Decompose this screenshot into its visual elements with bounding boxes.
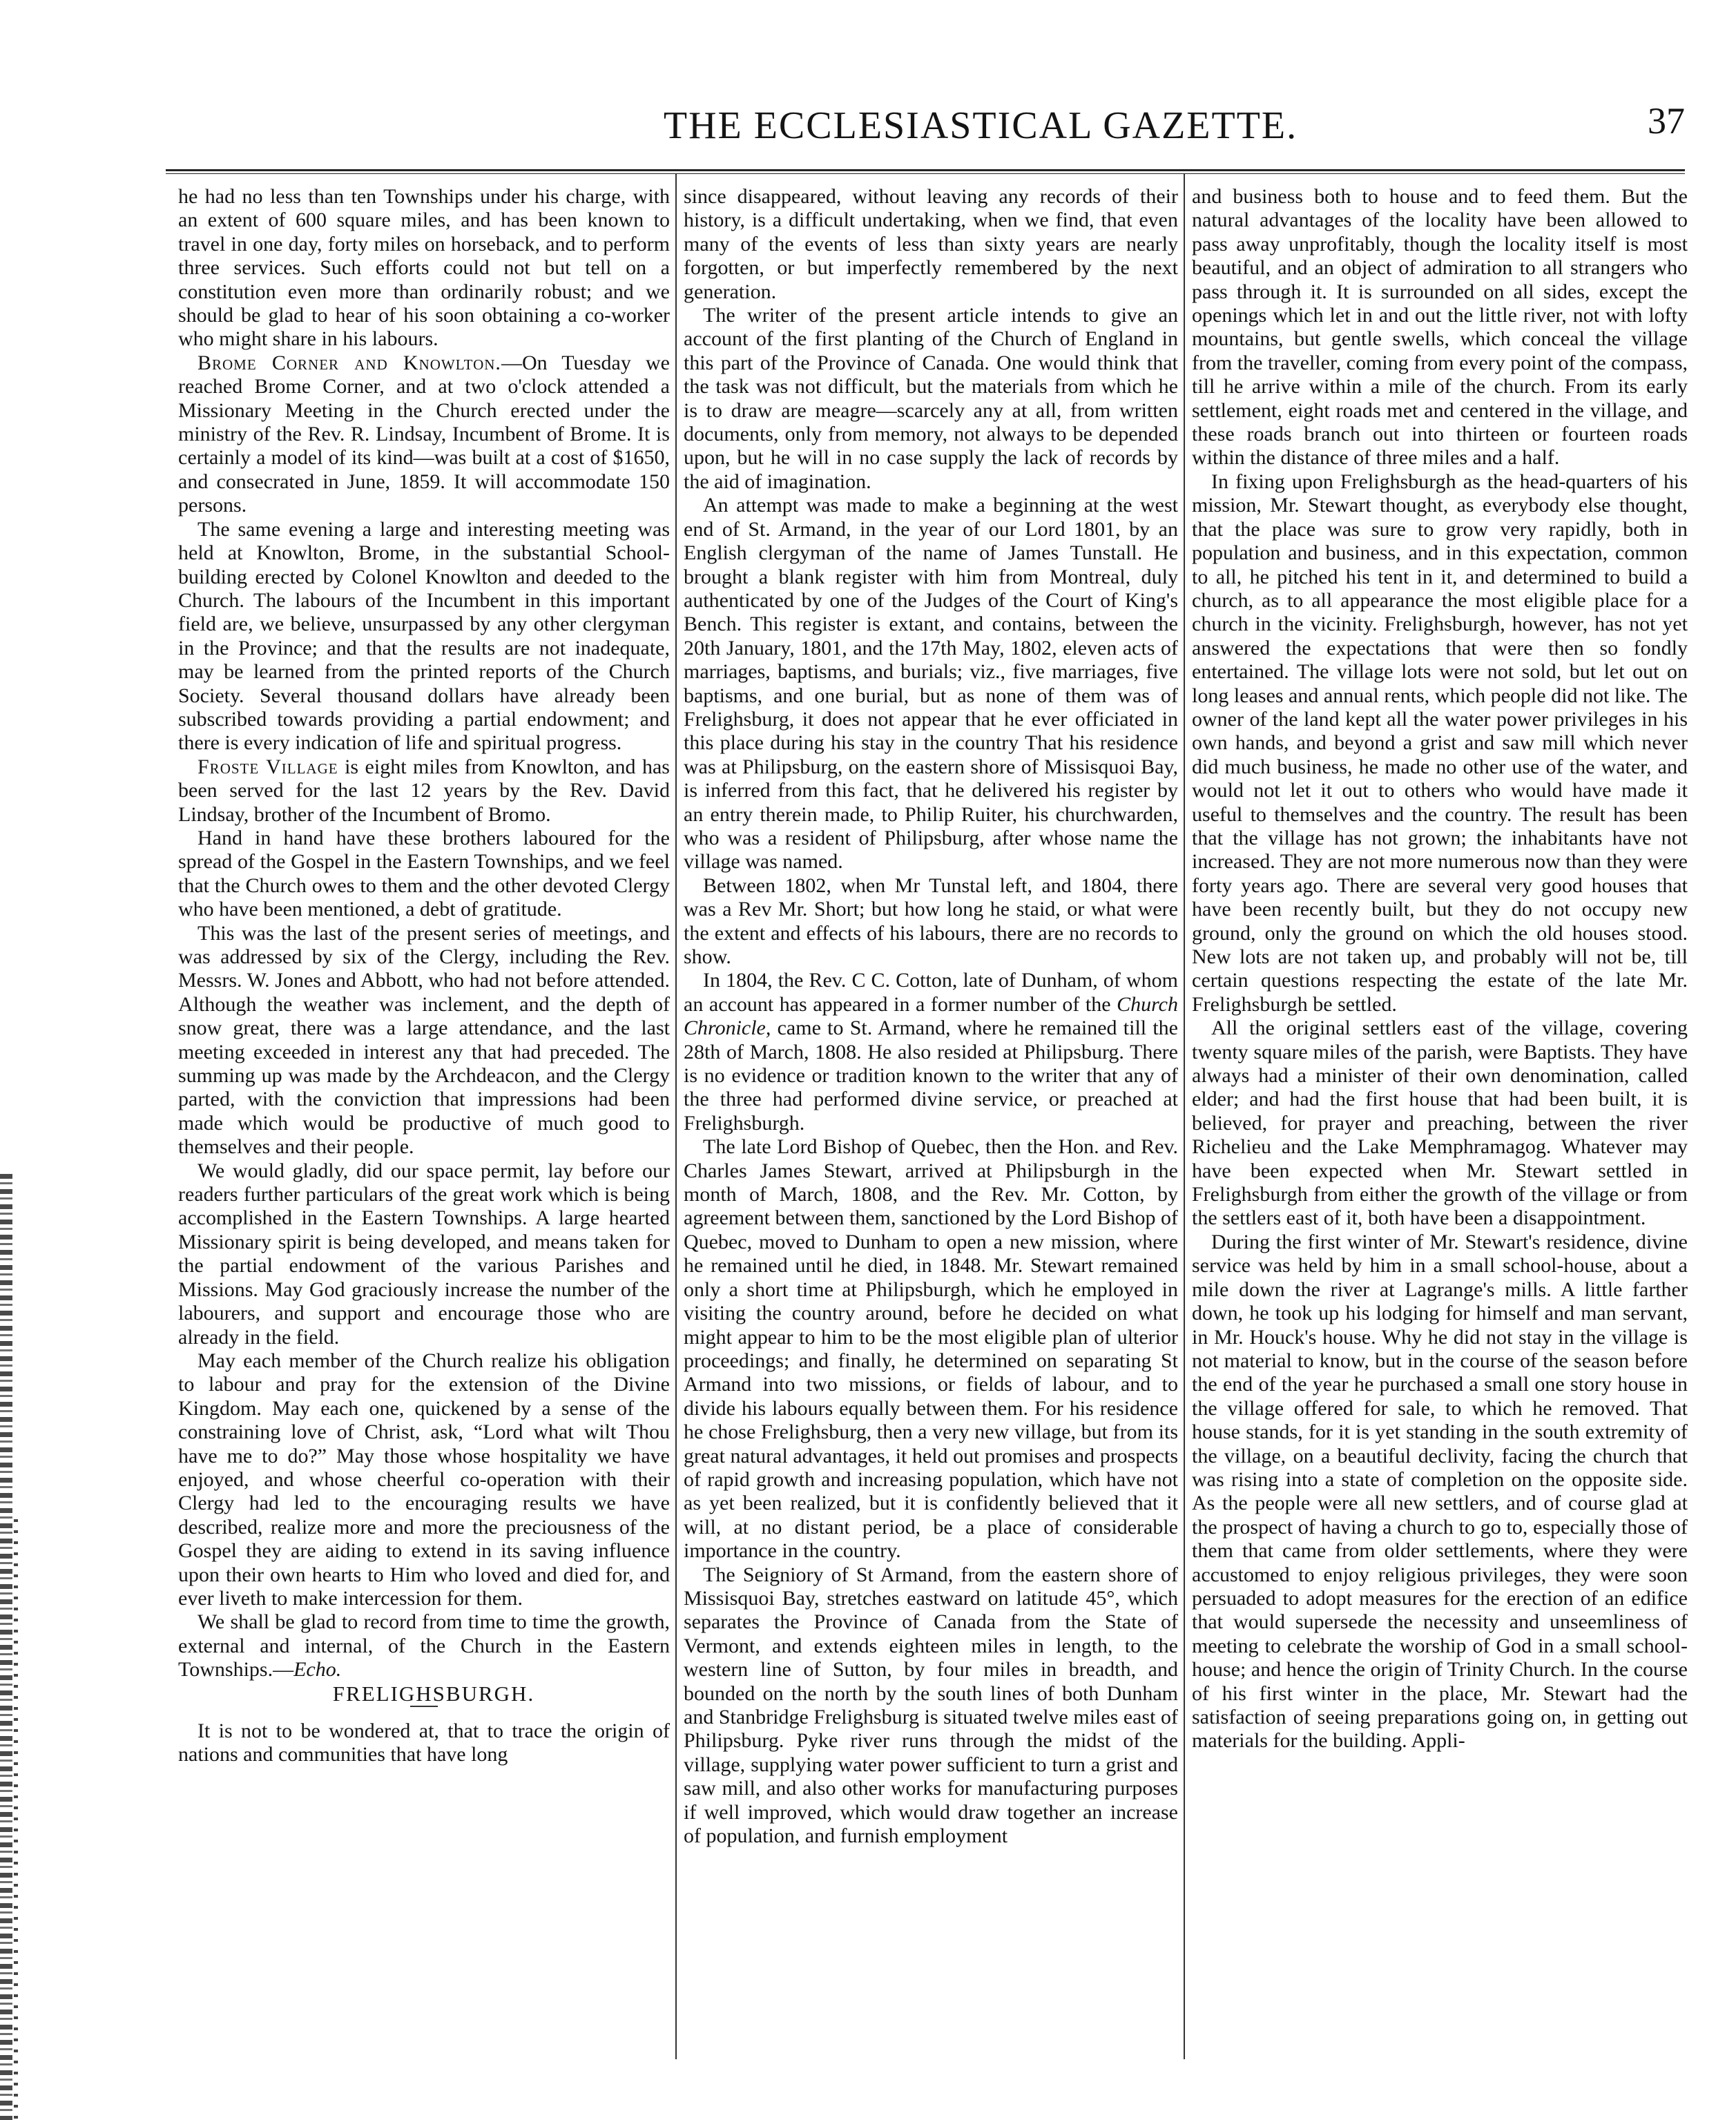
paragraph: The Seigniory of St Armand, from the eastern shore of Missisquoi Bay, stretches eastward on latitude 45°, which separates the Province of Canada from the State of Vermont, and extends eighteen miles in length, to the western line of Sutton, by four miles in breadth, and bounded on the north by the south lines of both Dunham and Stanbridge Frelighsburg is situated twelve miles east of Philipsburg. Pyke river runs through the midst of the village, supplying water power sufficient to turn a grist and saw mill, and also other works for manufacturing purposes if well improved, which would draw together an increase of population, and furnish employment	[684, 1563, 1178, 1848]
paragraph	[178, 351, 670, 518]
paragraph: During the first winter of Mr. Stewart's residence, divine service was held by him in a small school-house, about a mile down the river at Lagrange's mills. A little farther down, he took up his lodging for himself and man servant, in Mr. Houck's house. Why he did not stay in the village is not material to know, but in the course of the season before the end of the year he purchased a small one story house in the village offered for sale, to which he removed. That house stands, for it is yet standing in the south extremity of the village, on a beautiful declivity, facing the church that was rising into a state of completion on the opposite side. As the people were all new settlers, and of course glad at the prospect of having a church to go to, especially those of them that came from older settlements, where they were accustomed to enjoy religious privileges, they were soon persuaded to adopt measures for the erection of an edifice that would supersede the necessity and unseemliness of meeting to celebrate the worship of God in a small school-house; and hence the origin of Trinity Church. In the course of his first winter in the place, Mr. Stewart had the satisfaction of seeing preparations going on, in getting out materials for the building. Appli-	[1192, 1230, 1688, 1753]
paragraph	[178, 755, 670, 827]
column-3	[1192, 185, 1688, 2063]
page-number: 37	[1648, 100, 1685, 142]
paragraph: May each member of the Church realize his obligation to labour and pray for the extension of the Divine Kingdom. May each one, quickened by a sense of the constraining love of Christ, ask, “Lord what wilt Thou have me to do?” May those whose hospitality we have enjoyed, and whose cheerful co-operation with their Clergy had led to the encouraging results we have described, realize more and more the preciousness of the Gospel they are aiding to extend in its saving influence upon their own hearts to Him who loved and died for, and ever liveth to make intercession for them.	[178, 1349, 670, 1610]
binding-edge-shadow	[14, 1519, 18, 2120]
paragraph: and business both to house and to feed them. But the natural advantages of the locality have been allowed to pass away unprofitably, though the locality itself is most beautiful, and an object of admiration to all strangers who pass through it. It is surrounded on all sides, except the openings which let in and out the little river, not with lofty mountains, but gentle swells, which conceal the village from the traveller, coming from every point of the compass, till he arrive within a mile of the church. From its early settlement, eight roads met and centered in the village, and these roads branch out into thirteen or fourteen roads within the distance of three miles and a half.	[1192, 185, 1688, 470]
source-credit: Echo.	[293, 1658, 342, 1681]
paragraph: It is not to be wondered at, that to trace the origin of nations and communities that have long	[178, 1719, 670, 1766]
paragraph: since disappeared, without leaving any records of their history, is a difficult undertaking, when we find, that even many of the events of less than sixty years are nearly forgotten, or but imperfectly remembered by the next generation.	[684, 185, 1178, 303]
paragraph: This was the last of the present series of meetings, and was addressed by six of the Clergy, including the Rev. Messrs. W. Jones and Abbott, who had not before attended. Although the weather was inclement, and the depth of snow great, there was a large attendance, and the last meeting exceeded in interest any that had preceded. The summing up was made by the Archdeacon, and the Clergy parted, with the conviction that impressions had been made which would be productive of much good to themselves and their people.	[178, 921, 670, 1159]
section-run-in-head: Froste Village	[197, 755, 338, 778]
paragraph	[684, 969, 1178, 1135]
paragraph: An attempt was made to make a beginning at the west end of St. Armand, in the year of our Lord 1801, by an English clergyman of the name of James Tunstall. He brought a blank register with him from Montreal, duly authenticated by one of the Judges of the Court of King's Bench. This register is extant, and contains, between the 20th January, 1801, and the 17th May, 1802, eleven acts of marriages, baptisms, and burials; viz., five marriages, five baptisms, and one burial, but as none of them was of Frelighsburg, it does not appear that he ever officiated in this place during his stay in the country That his residence was at Philipsburg, on the eastern shore of Missisquoi Bay, is inferred from this fact, that he delivered his register by an entry therein made, to Philip Ruiter, his churchwarden, who was a resident of Philipsburg, after whose name the village was named.	[684, 494, 1178, 874]
paragraph-text: In 1804, the Rev. C C. Cotton, late of Dunham, of whom an account has appeared in a former number of the	[684, 969, 1178, 1016]
column-divider	[1184, 174, 1185, 2059]
paragraph: The same evening a large and interesting meeting was held at Knowlton, Brome, in the substantial School-building erected by Colonel Knowlton and deeded to the Church. The labours of the Incumbent in this important field are, we believe, unsurpassed by any other clergyman in the Province; and that the results are not inadequate, may be learned from the printed reports of the Church Society. Several thousand dollars have already been subscribed towards providing a partial endowment; and there is every indication of life and spiritual progress.	[178, 517, 670, 755]
paragraph: All the original settlers east of the village, covering twenty square miles of the parish, were Baptists. They have always had a minister of their own denomination, called elder; and had the first house that had been built, it is believed, for prayer and preaching, between the river Richelieu and the Lake Memphramagog. Whatever may have been expected when Mr. Stewart settled in Frelighsburgh from either the growth of the village or from the settlers east of it, both have been a disappointment.	[1192, 1016, 1688, 1230]
column-1	[178, 185, 670, 2063]
article-title: FRELIGHSBURGH.	[332, 1681, 535, 1706]
paragraph-text: is eight miles from Knowlton, and has been served for the last 12 years by the Rev. David Lindsay, brother of the Incumbent of Bromo.	[178, 755, 670, 826]
paragraph	[178, 1610, 670, 1681]
binding-edge	[0, 1174, 12, 2120]
column-2	[684, 185, 1178, 2063]
paragraph: Hand in hand have these brothers laboured for the spread of the Gospel in the Eastern Townships, and we feel that the Church owes to them and the other devoted Clergy who have been mentioned, a debt of gratitude.	[178, 826, 670, 921]
paragraph-text: came to St. Armand, where he remained till the 28th of March, 1808. He also resided at Philipsburg. There is no evidence or tradition known to the writer that any of the three had performed divine service, or preached at Frelighsburgh.	[684, 1016, 1178, 1135]
paragraph: Between 1802, when Mr Tunstal left, and 1804, there was a Rev Mr. Short; but how long he staid, or what were the extent and effects of his labours, there are no records to show.	[684, 874, 1178, 968]
column-divider	[675, 174, 677, 2059]
title-dash	[410, 1706, 438, 1707]
page-header	[166, 100, 1685, 152]
running-title: THE ECCLESIASTICAL GAZETTE.	[663, 104, 1298, 147]
paragraph: The late Lord Bishop of Quebec, then the Hon. and Rev. Charles James Stewart, arrived at Philipsburgh in the month of March, 1808, and the Rev. Mr. Cotton, by agreement between them, sanctioned by the Lord Bishop of Quebec, moved to Dunham to open a new mission, where he remained until he died, in 1848. Mr. Stewart remained only a short time at Philipsburgh, which he employed in visiting the country around, before he decided on what might appear to him to be the most eligible plan of ulterior proceedings; and finally, he determined on separating St Armand into two missions, or fields of labour, and to divide his labours equally between them. For his residence he chose Frelighsburg, then a very new village, but from its great natural advantages, it held out promises and prospects of rapid growth and increasing population, which have not as yet been realized, but it is confidently believed that it will, at no distant period, be a place of considerable importance in the country.	[684, 1135, 1178, 1563]
paragraph: In fixing upon Frelighsburgh as the head-quarters of his mission, Mr. Stewart thought, as everybody else thought, that the place was sure to grow very rapidly, both in population and business, and in this expectation, common to all, he pitched his tent in it, and determined to build a church, as to all appearance the most eligible place for a church in the vicinity. Frelighsburgh, however, has not yet answered the expectations that were then so fondly entertained. The village lots were not sold, but let out on long leases and annual rents, which people did not like. The owner of the land kept all the water power privileges in his own hands, and beyond a grist and saw mill which never did much business, he made no other use of the water, and would not let it out to others who would have made it useful to themselves and the country. The result has been that the village has not grown; the inhabitants have not increased. They are not more numerous now than they were forty years ago. There are several very good houses that have been recently built, but they do not occupy new ground, only the ground on which the old houses stood. New lots are not taken up, and probably will not be, till certain questions respecting the estate of the late Mr. Frelighsburgh be settled.	[1192, 470, 1688, 1016]
paragraph-text: We shall be glad to record from time to time the growth, external and internal, of the Church in the Eastern Townships.—	[178, 1610, 670, 1681]
paragraph: The writer of the present article intends to give an account of the first planting of the Church of England in this part of the Province of Canada. One would think that the task was not difficult, but the materials from which he is to draw are meagre—scarcely any at all, from written documents, only from memory, not always to be depended upon, but he will in no case supply the lack of records by the aid of imagination.	[684, 304, 1178, 493]
paragraph-text: —On Tuesday we reached Brome Corner, and at two o'clock attended a Missionary Meeting in the Church erected under the ministry of the Rev. R. Lindsay, Incumbent of Brome. It is certainly a model of its kind—was built at a cost of $1650, and consecrated in June, 1859. It will accommodate 150 persons.	[178, 351, 670, 517]
section-run-in-head: Brome Corner and Knowlton.	[197, 351, 501, 374]
paragraph: he had no less than ten Townships under his charge, with an extent of 600 square miles, and has been known to travel in one day, forty miles on horseback, and to perform three services. Such efforts could not but tell on a constitution even more than ordinarily robust; and we should be glad to hear of his soon obtaining a co-worker who might share in his labours.	[178, 185, 670, 351]
publication-title: Church Chronicle,	[684, 992, 1178, 1040]
paragraph: We would gladly, did our space permit, lay before our readers further particulars of the great work which is being accomplished in the Eastern Townships. A large hearted Missionary spirit is being developed, and means taken for the partial endowment of the various Parishes and Missions. May God graciously increase the number of the labourers, and support and encourage those who are already in the field.	[178, 1159, 670, 1349]
header-rule	[166, 169, 1685, 174]
